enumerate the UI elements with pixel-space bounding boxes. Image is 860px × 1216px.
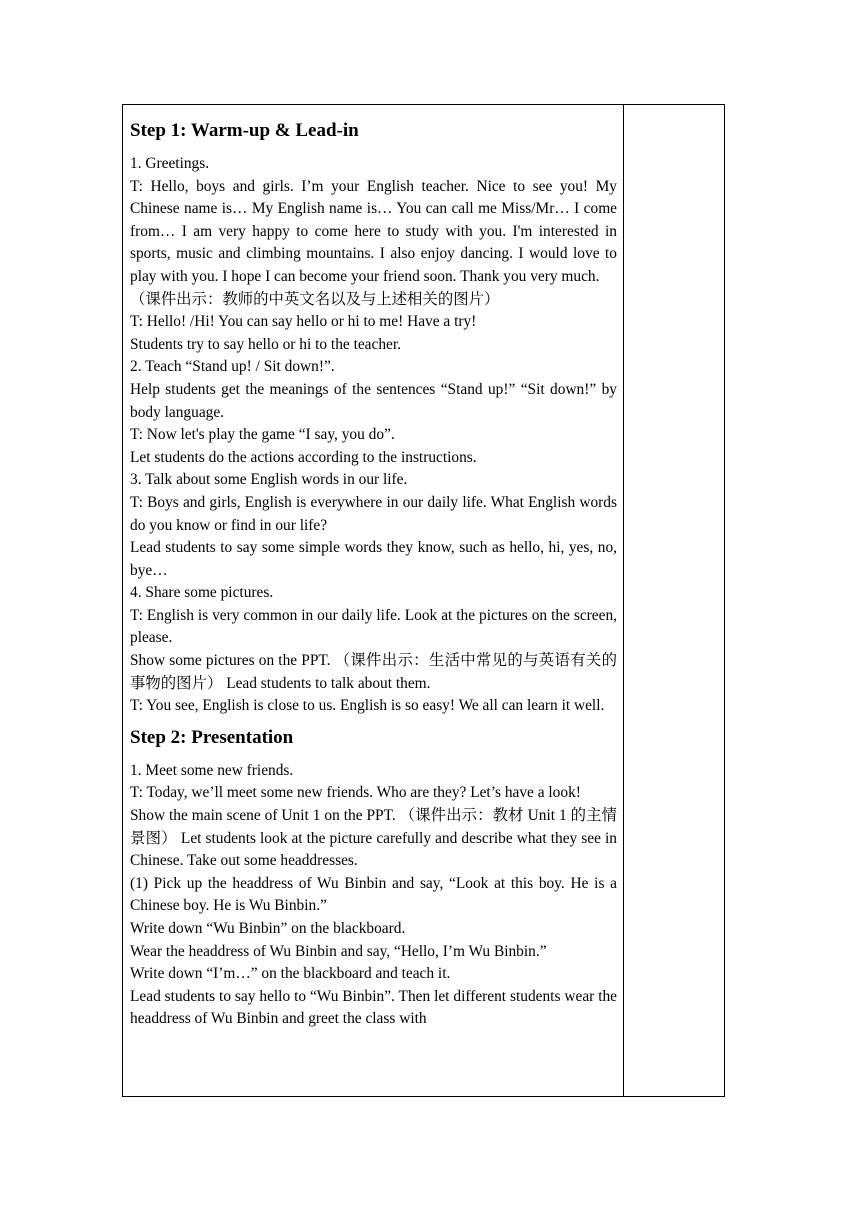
lesson-content-cell	[123, 105, 624, 1096]
step2-paragraph: Lead students to say hello to “Wu Binbin”. Then let different students wear the headdress of Wu Binbin and greet the class with	[130, 987, 617, 1028]
step1-paragraph: （课件出示：教师的中英文名以及与上述相关的图片）	[130, 290, 500, 308]
step2-heading: Step 2: Presentation	[130, 726, 294, 748]
step1-paragraph: T: Now let's play the game “I say, you do”.	[130, 426, 395, 444]
step1-paragraph: Let students do the actions according to the instructions.	[130, 448, 477, 466]
step1-paragraph: T: Hello, boys and girls. I’m your English teacher. Nice to see you! My Chinese name is… My English name is… You can call me Miss/Mr… I come from… I am very happy to come here to study with you. I'm interested in sports, music and climbing mountains. I also enjoy dancing. I would love to play with you. I hope I can become your friend soon. Thank you very much.	[130, 177, 617, 285]
step2-paragraph: (1) Pick up the headdress of Wu Binbin and say, “Look at this boy. He is a Chinese boy. He is Wu Binbin.”	[130, 874, 617, 915]
step1-heading: Step 1: Warm-up & Lead-in	[130, 120, 359, 141]
step1-body	[130, 153, 617, 718]
step2-paragraph: Show the main scene of Unit 1 on the PPT. （课件出示：教材 Unit 1 的主情景图） Let students look at the picture carefully and describe what they see in Chinese. Take out some headdresses.	[130, 807, 617, 870]
step1-paragraph: Help students get the meanings of the sentences “Stand up!” “Sit down!” by body language.	[130, 380, 617, 421]
step2-paragraph: 1. Meet some new friends.	[130, 761, 294, 779]
notes-cell	[624, 105, 724, 1096]
step1-paragraph: T: English is very common in our daily life. Look at the pictures on the screen, please.	[130, 606, 617, 647]
step1-paragraph: 1. Greetings.	[130, 155, 210, 172]
step1-paragraph: 4. Share some pictures.	[130, 584, 274, 602]
step2-paragraph: T: Today, we’ll meet some new friends. Who are they? Let’s have a look!	[130, 784, 581, 802]
step1-paragraph: 3. Talk about some English words in our life.	[130, 471, 408, 489]
step2-body	[130, 760, 617, 1031]
step1-paragraph: T: Hello! /Hi! You can say hello or hi to me! Have a try!	[130, 313, 477, 331]
step2-paragraph: Wear the headdress of Wu Binbin and say, “Hello, I’m Wu Binbin.”	[130, 942, 547, 960]
step1-paragraph: T: You see, English is close to us. English is so easy! We all can learn it well.	[130, 697, 605, 715]
step1-paragraph: 2. Teach “Stand up! / Sit down!”.	[130, 358, 335, 376]
step1-paragraph: Show some pictures on the PPT. （课件出示：生活中常见的与英语有关的事物的图片） Lead students to talk about them.	[130, 652, 617, 692]
lesson-plan-table	[122, 104, 725, 1097]
step1-paragraph: Students try to say hello or hi to the teacher.	[130, 335, 401, 353]
step1-paragraph: T: Boys and girls, English is everywhere in our daily life. What English words do you know or find in our life?	[130, 493, 617, 534]
step1-paragraph: Lead students to say some simple words they know, such as hello, hi, yes, no, bye…	[130, 539, 617, 579]
step2-paragraph: Write down “I’m…” on the blackboard and teach it.	[130, 965, 451, 983]
step2-paragraph: Write down “Wu Binbin” on the blackboard.	[130, 920, 406, 937]
